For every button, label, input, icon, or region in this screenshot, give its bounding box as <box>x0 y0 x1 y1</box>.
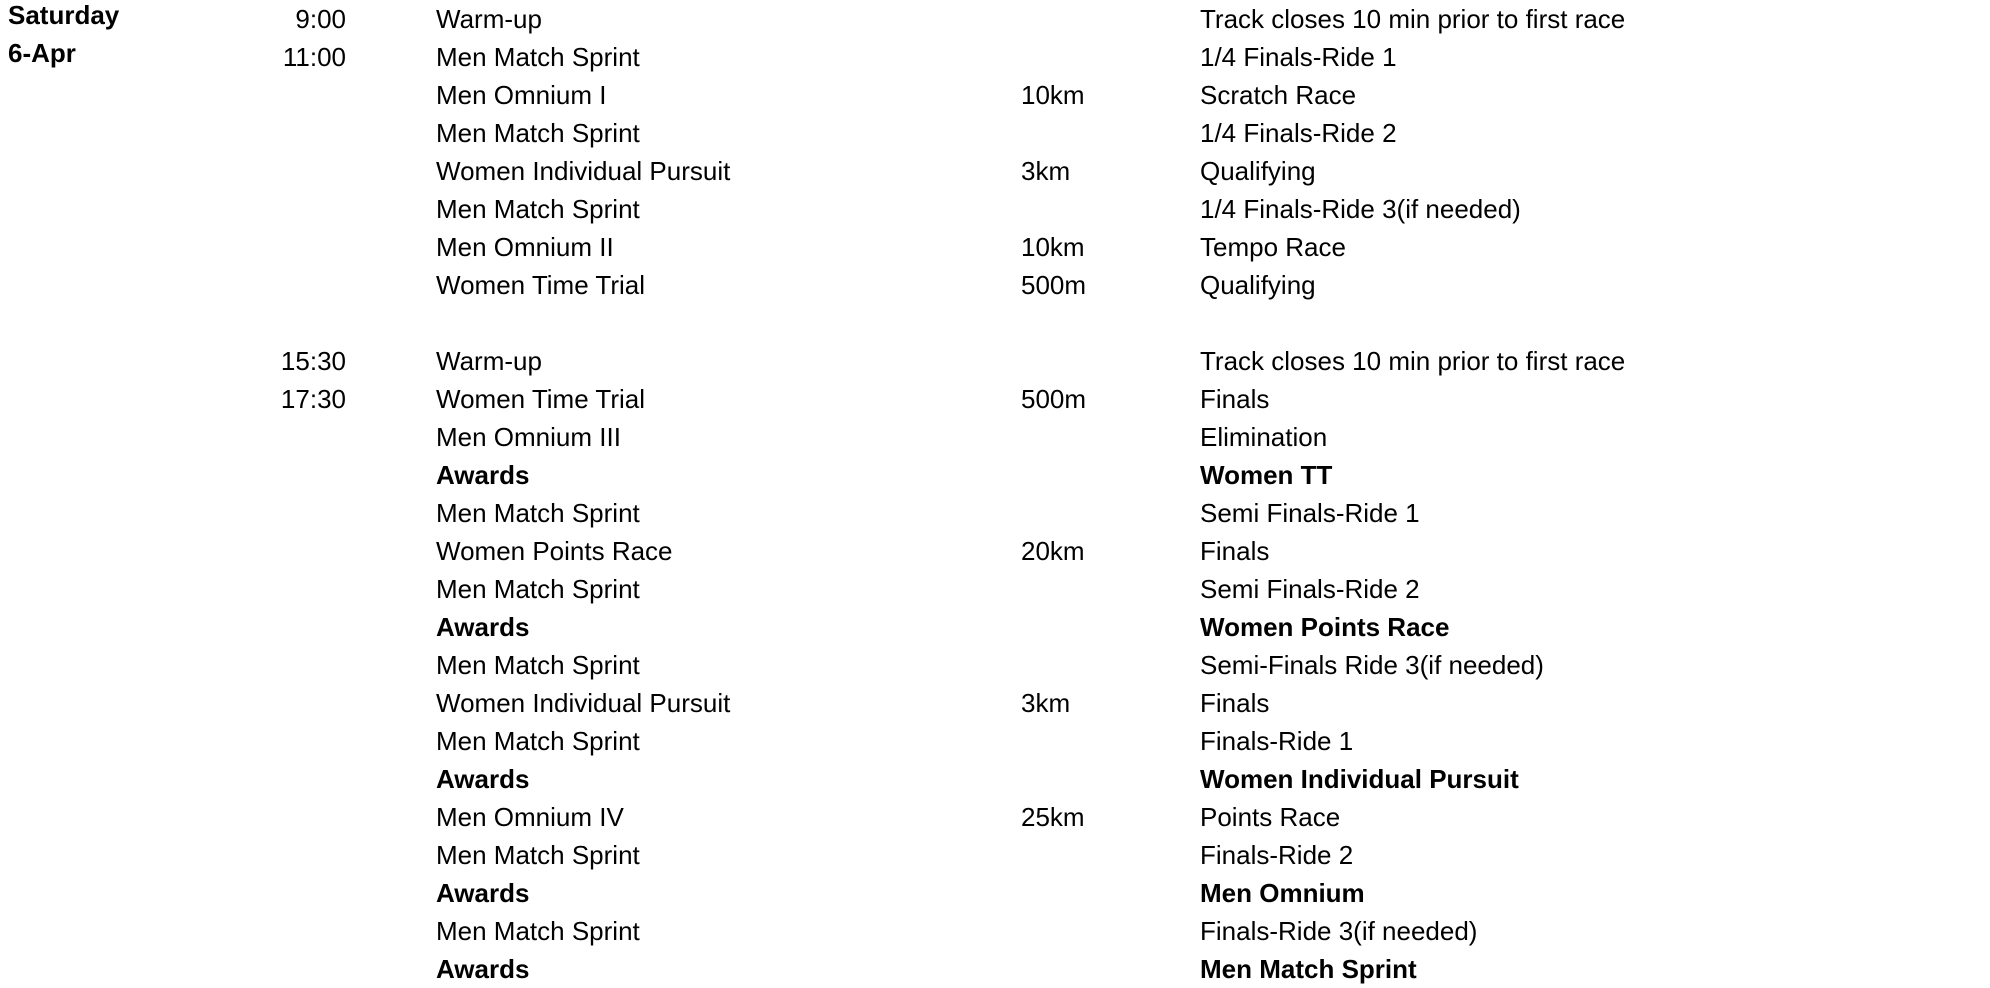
info-cell <box>1200 304 1980 342</box>
info-cell: Finals-Ride 1 <box>1200 726 1354 756</box>
distance-cell <box>1021 418 1171 456</box>
distance-cell: 25km <box>1021 802 1085 832</box>
event-cell: Men Match Sprint <box>436 498 640 528</box>
schedule-row <box>0 798 1990 836</box>
info-cell: 1/4 Finals-Ride 1 <box>1200 42 1397 72</box>
schedule-row <box>0 684 1990 722</box>
event-cell: Men Match Sprint <box>436 650 640 680</box>
time-cell <box>250 152 346 190</box>
schedule-row <box>0 570 1990 608</box>
info-cell: Semi-Finals Ride 3(if needed) <box>1200 650 1544 680</box>
time-cell: 11:00 <box>282 42 346 72</box>
info-cell: Qualifying <box>1200 156 1316 186</box>
time-cell <box>250 570 346 608</box>
time-cell <box>250 950 346 988</box>
schedule-row <box>0 722 1990 760</box>
info-cell: 1/4 Finals-Ride 3(if needed) <box>1200 194 1521 224</box>
schedule-row <box>0 380 1990 418</box>
distance-cell <box>1021 722 1171 760</box>
schedule-row <box>0 608 1990 646</box>
time-cell <box>250 418 346 456</box>
time-cell <box>250 76 346 114</box>
event-cell <box>436 304 996 342</box>
info-cell: Tempo Race <box>1200 232 1346 262</box>
info-cell: Finals <box>1200 384 1270 414</box>
event-cell: Men Match Sprint <box>436 726 640 756</box>
time-cell <box>250 646 346 684</box>
time-cell: 17:30 <box>280 384 346 414</box>
distance-cell: 500m <box>1021 384 1087 414</box>
event-cell: Awards <box>436 612 530 642</box>
distance-cell <box>1021 190 1171 228</box>
schedule-row <box>0 38 1990 76</box>
schedule-row <box>0 494 1990 532</box>
info-cell: Men Match Sprint <box>1200 954 1417 984</box>
event-cell: Men Omnium IV <box>436 802 624 832</box>
event-cell: Men Omnium II <box>436 232 614 262</box>
event-cell: Men Match Sprint <box>436 574 640 604</box>
event-cell: Awards <box>436 878 530 908</box>
distance-cell: 3km <box>1021 688 1071 718</box>
schedule-row <box>0 114 1990 152</box>
distance-cell <box>1021 950 1171 988</box>
info-cell: Track closes 10 min prior to first race <box>1200 4 1626 34</box>
time-cell <box>250 798 346 836</box>
event-cell: Women Individual Pursuit <box>436 156 731 186</box>
info-cell: Finals-Ride 3(if needed) <box>1200 916 1478 946</box>
schedule-row <box>0 836 1990 874</box>
event-cell: Men Omnium I <box>436 80 607 110</box>
schedule-row <box>0 266 1990 304</box>
day-date: 6-Apr <box>8 38 76 68</box>
event-cell: Awards <box>436 460 530 490</box>
schedule-row <box>0 912 1990 950</box>
schedule-row <box>0 342 1990 380</box>
info-cell: Semi Finals-Ride 1 <box>1200 498 1420 528</box>
event-cell: Men Omnium III <box>436 422 621 452</box>
distance-cell <box>1021 608 1171 646</box>
time-cell <box>250 494 346 532</box>
distance-cell: 500m <box>1021 270 1087 300</box>
event-cell: Women Individual Pursuit <box>436 688 731 718</box>
info-cell: Women Individual Pursuit <box>1200 764 1519 794</box>
event-cell: Men Match Sprint <box>436 118 640 148</box>
info-cell: Men Omnium <box>1200 878 1365 908</box>
distance-cell <box>1021 760 1171 798</box>
info-cell: Women TT <box>1200 460 1333 490</box>
time-cell <box>250 532 346 570</box>
schedule-row <box>0 532 1990 570</box>
time-cell <box>250 608 346 646</box>
distance-cell <box>1021 646 1171 684</box>
distance-cell: 10km <box>1021 232 1085 262</box>
time-cell <box>250 228 346 266</box>
schedule-row <box>0 76 1990 114</box>
event-cell: Women Time Trial <box>436 384 646 414</box>
info-cell: Finals <box>1200 688 1270 718</box>
schedule-row <box>0 304 1990 342</box>
distance-cell <box>1021 304 1171 342</box>
distance-cell: 3km <box>1021 156 1071 186</box>
info-cell: Elimination <box>1200 422 1328 452</box>
info-cell: Qualifying <box>1200 270 1316 300</box>
info-cell: Points Race <box>1200 802 1341 832</box>
distance-cell <box>1021 874 1171 912</box>
time-cell <box>250 912 346 950</box>
schedule-row <box>0 646 1990 684</box>
time-cell: 15:30 <box>280 346 346 376</box>
distance-cell <box>1021 0 1171 38</box>
distance-cell <box>1021 570 1171 608</box>
event-cell: Awards <box>436 764 530 794</box>
info-cell: Finals <box>1200 536 1270 566</box>
distance-cell <box>1021 494 1171 532</box>
day-name: Saturday <box>8 0 120 30</box>
info-cell: Semi Finals-Ride 2 <box>1200 574 1420 604</box>
schedule-row <box>0 760 1990 798</box>
time-cell <box>250 266 346 304</box>
distance-cell <box>1021 912 1171 950</box>
schedule-row <box>0 874 1990 912</box>
event-cell: Men Match Sprint <box>436 840 640 870</box>
distance-cell <box>1021 456 1171 494</box>
event-cell: Women Points Race <box>436 536 673 566</box>
distance-cell <box>1021 38 1171 76</box>
schedule-row <box>0 190 1990 228</box>
schedule-row <box>0 0 1990 38</box>
schedule-row <box>0 152 1990 190</box>
schedule-row <box>0 456 1990 494</box>
schedule-row <box>0 950 1990 988</box>
schedule-row <box>0 418 1990 456</box>
distance-cell <box>1021 114 1171 152</box>
time-cell <box>250 874 346 912</box>
schedule-row <box>0 228 1990 266</box>
event-cell: Awards <box>436 954 530 984</box>
distance-cell <box>1021 836 1171 874</box>
info-cell: Track closes 10 min prior to first race <box>1200 346 1626 376</box>
time-cell <box>250 684 346 722</box>
distance-cell: 10km <box>1021 80 1085 110</box>
time-cell: 9:00 <box>295 4 346 34</box>
info-cell: Scratch Race <box>1200 80 1357 110</box>
event-cell: Women Time Trial <box>436 270 646 300</box>
event-cell: Men Match Sprint <box>436 194 640 224</box>
time-cell <box>250 304 346 342</box>
time-cell <box>250 190 346 228</box>
info-cell: Finals-Ride 2 <box>1200 840 1354 870</box>
time-cell <box>250 722 346 760</box>
time-cell <box>250 760 346 798</box>
distance-cell: 20km <box>1021 536 1085 566</box>
time-cell <box>250 456 346 494</box>
info-cell: 1/4 Finals-Ride 2 <box>1200 118 1397 148</box>
event-cell: Men Match Sprint <box>436 42 640 72</box>
event-cell: Warm-up <box>436 4 542 34</box>
distance-cell <box>1021 342 1171 380</box>
time-cell <box>250 836 346 874</box>
event-cell: Men Match Sprint <box>436 916 640 946</box>
event-cell: Warm-up <box>436 346 542 376</box>
time-cell <box>250 114 346 152</box>
info-cell: Women Points Race <box>1200 612 1450 642</box>
